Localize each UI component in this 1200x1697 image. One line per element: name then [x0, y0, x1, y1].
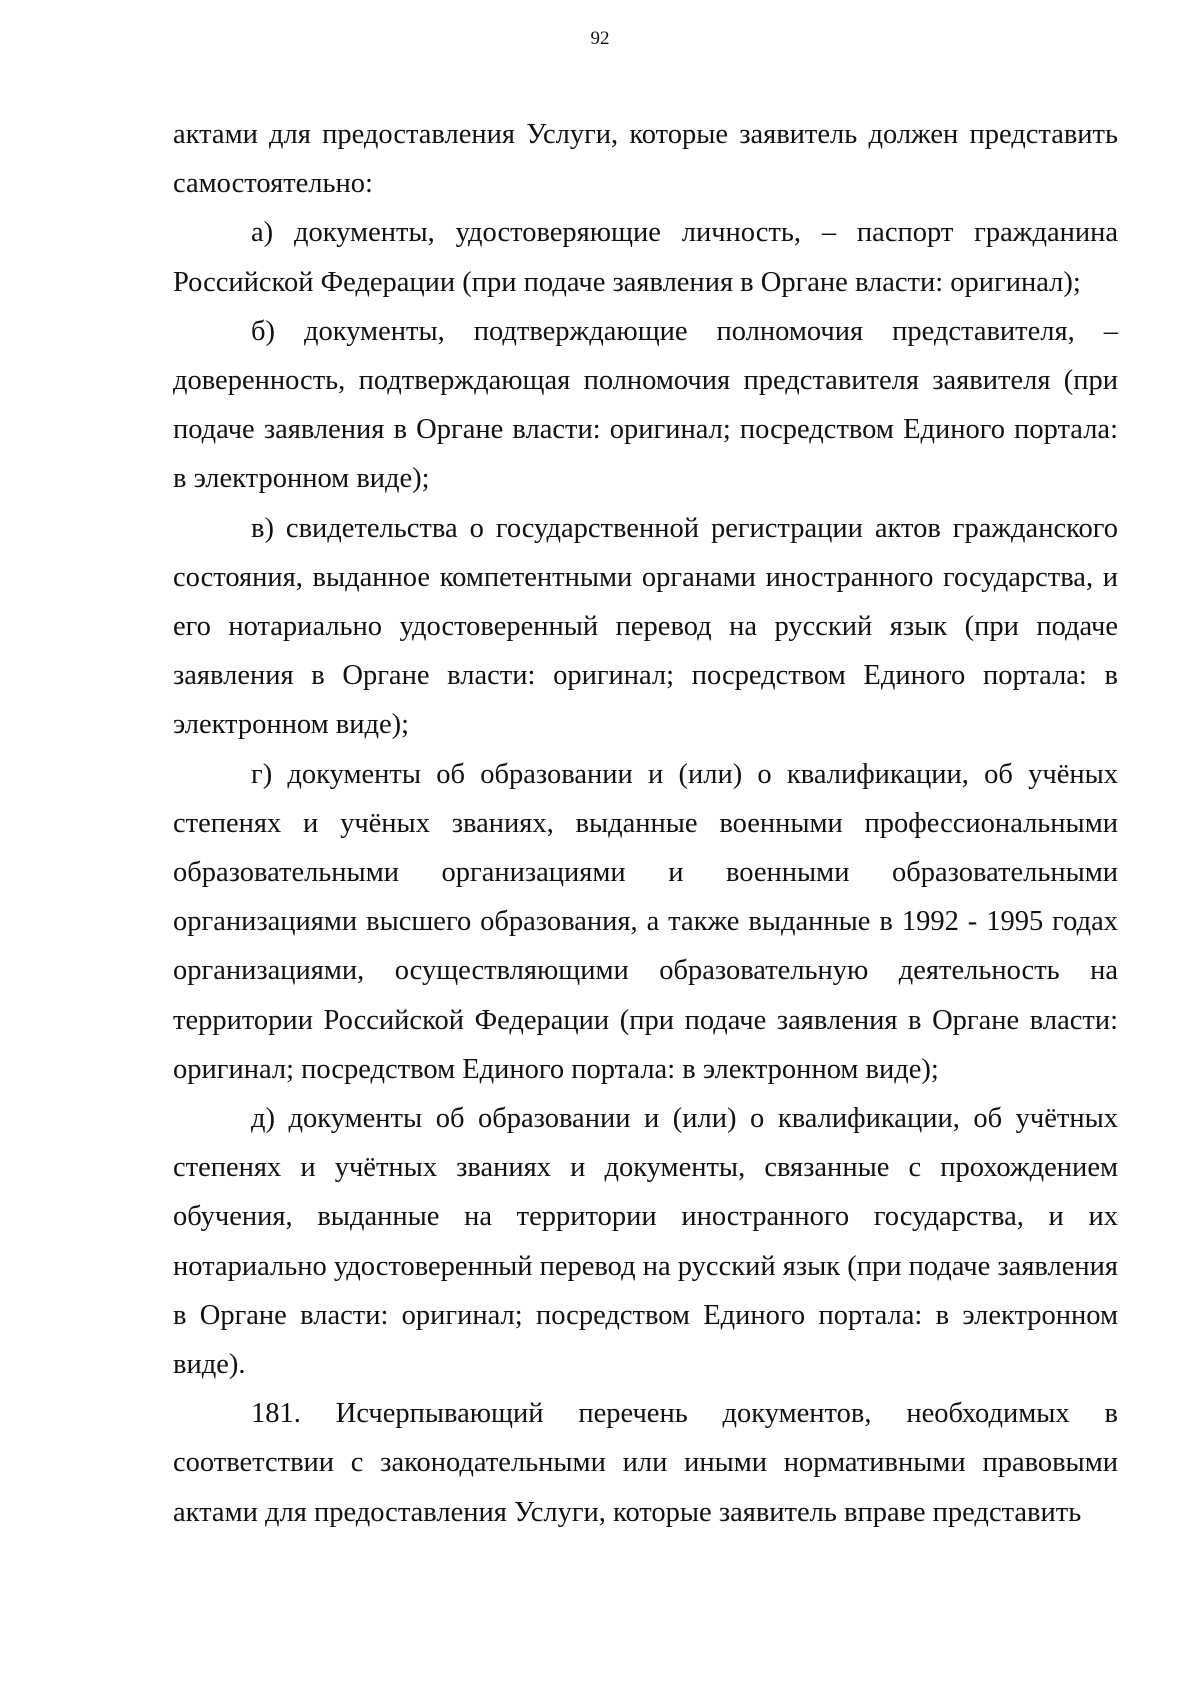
section-181: 181. Исчерпывающий перечень документов, необходимых в соответствии с законодательными или иными нормативными правовыми актами для предоставления Услуги, которые заявитель вправе представить — [173, 1398, 1118, 1528]
list-item-g: г) документы об образовании и (или) о квалификации, об учёных степенях и учёных званиях, выданные военными профессиональными образовательными организациями и военными образовательными организациями высшего образования, а также выданные в 1992 - 1995 годах организациями, осуществляющими образовательную деятельность на территории Российской Федерации (при подаче заявления в Органе власти: оригинал; посредством Единого портала: в электронном виде); — [173, 758, 1118, 1085]
list-item-a: а) документы, удостоверяющие личность, – паспорт гражданина Российской Федерации (при подаче заявления в Органе власти: оригинал); — [173, 217, 1118, 298]
list-item-d: д) документы об образовании и (или) о квалификации, об учётных степенях и учётных званиях и документы, связанные с прохождением обучения, выданные на территории иностранного государства, и их нотариально удостоверенный перевод на русский язык (при подаче заявления в Органе власти: оригинал; посредством Единого портала: в электронном виде). — [173, 1103, 1118, 1381]
paragraph-continuation: актами для предоставления Услуги, которые заявитель должен представить самостоятельно: — [173, 119, 1118, 200]
document-body — [173, 110, 1118, 1537]
list-item-b: б) документы, подтверждающие полномочия представителя, – доверенность, подтверждающая полномочия представителя заявителя (при подаче заявления в Органе власти: оригинал; посредством Единого портала: в электронном виде); — [173, 315, 1118, 495]
page-number: 92 — [590, 28, 610, 49]
list-item-v: в) свидетельства о государственной регистрации актов гражданского состояния, выданное компетентными органами иностранного государства, и его нотариально удостоверенный перевод на русский язык (при подаче заявления в Органе власти: оригинал; посредством Единого портала: в электронном виде); — [173, 512, 1118, 741]
